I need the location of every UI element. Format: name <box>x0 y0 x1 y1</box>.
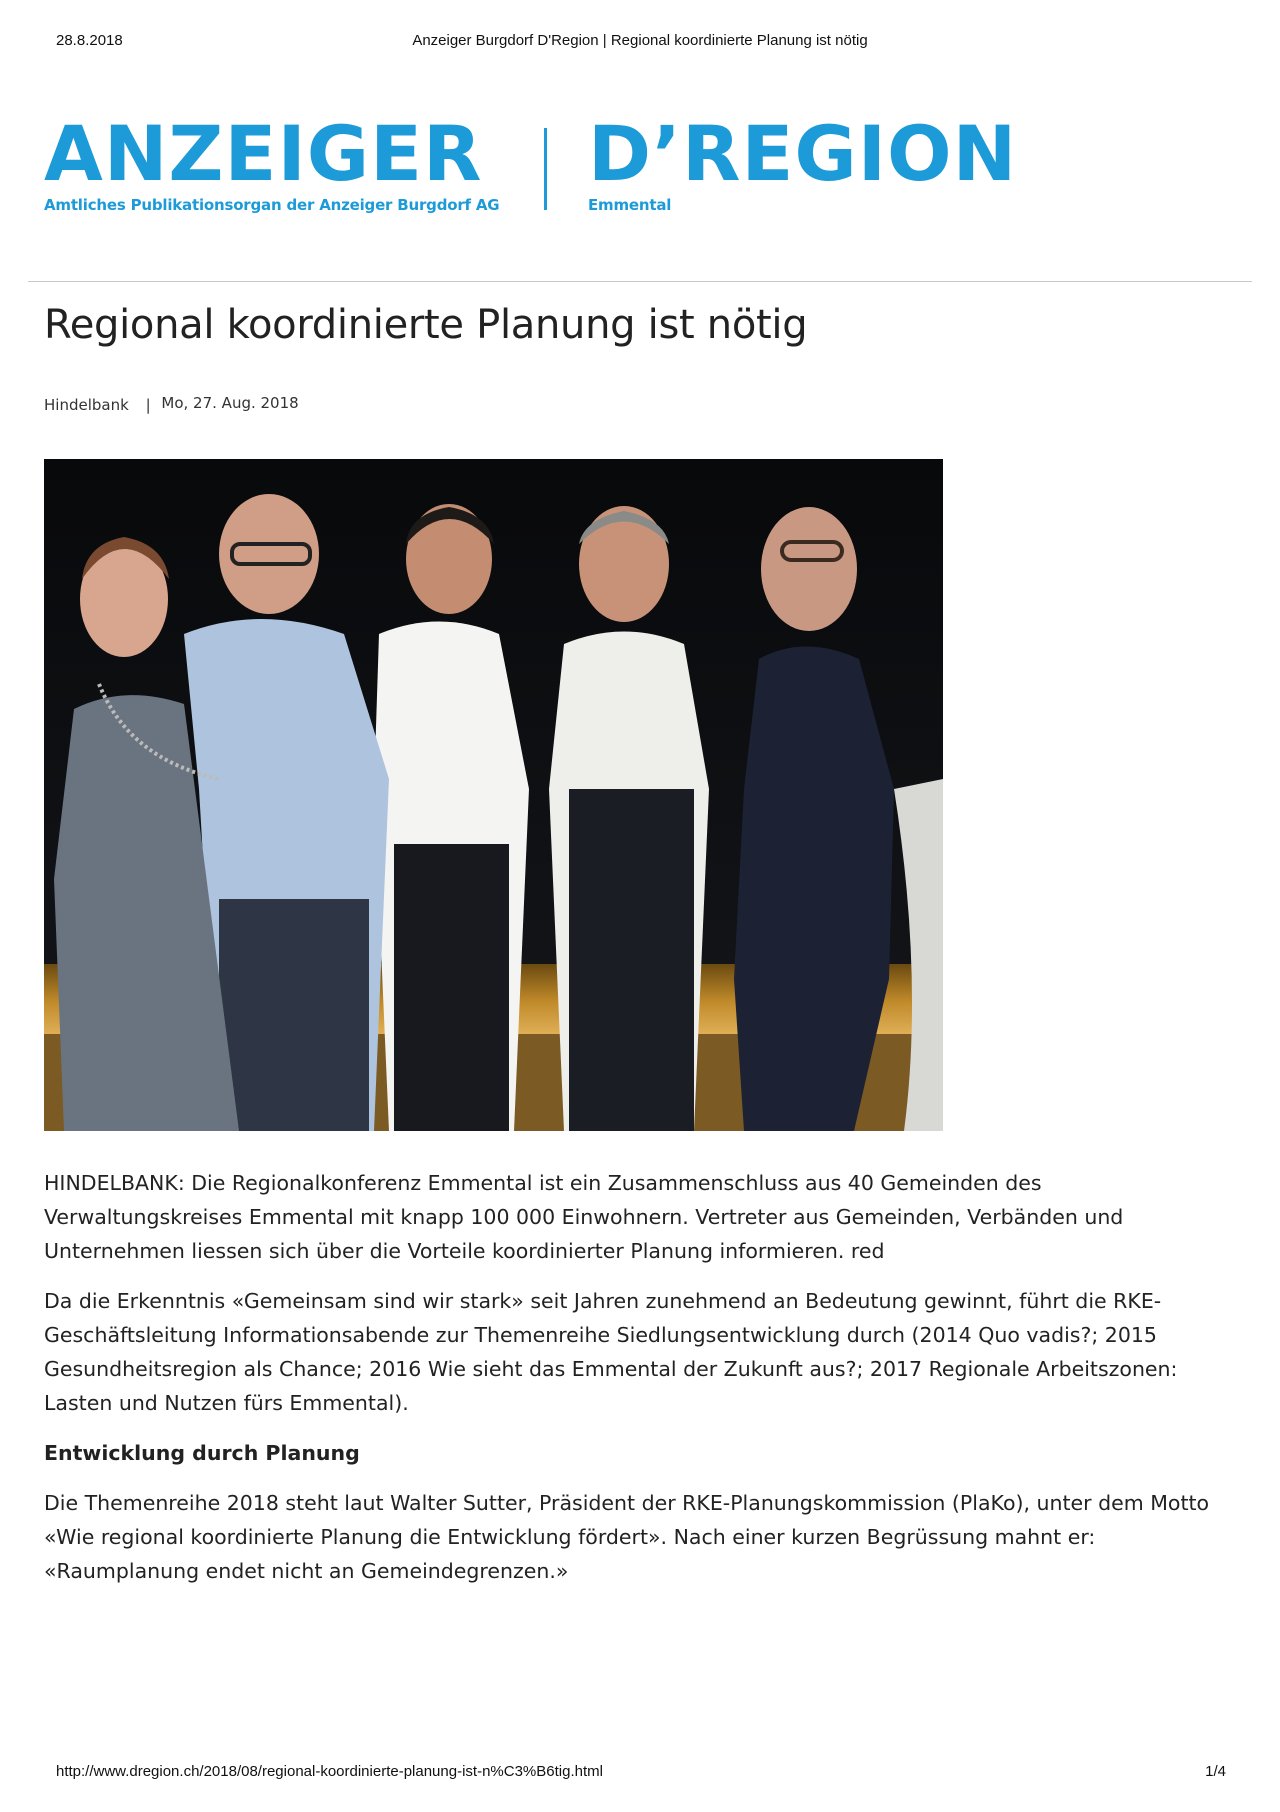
article-paragraph: Die Themenreihe 2018 steht laut Walter Sutter, Präsident der RKE-Planungskommission (PlaKo), unter dem Motto «Wie regional koordinierte Planung die Entwicklung fördert». Nach einer kurzen Begrüssung mahnt er: «Raumplanung endet nicht an Gemeindegrenzen.» <box>44 1491 1210 1583</box>
brand-anzeiger <box>44 109 500 214</box>
brand-dregion-tagline: Emmental <box>588 196 672 214</box>
article-paragraph-lead: HINDELBANK: Die Regionalkonferenz Emmental ist ein Zusammenschluss aus 40 Gemeinden des Verwaltungskreises Emmental mit knapp 100 000 Einwohnern. Vertreter aus Gemeinden, Verbänden und Unternehmen liessen sich über die Vorteile koordinierter Planung informieren. red <box>44 1171 1124 1263</box>
masthead-logo[interactable] <box>40 109 1018 224</box>
brand-dregion-word: D’REGION <box>588 109 1018 198</box>
article-paragraph: Da die Erkenntnis «Gemeinsam sind wir stark» seit Jahren zunehmend an Bedeutung gewinnt, führt die RKE-Geschäftsleitung Informationsabende zur Themenreihe Siedlungsentwicklung durch (2014 Quo vadis?; 2015 Gesundheitsregion als Chance; 2016 Wie sieht das Emmental der Zukunft aus?; 2017 Regionale Arbeitszonen: Lasten und Nutzen fürs Emmental). <box>44 1289 1178 1415</box>
brand-anzeiger-word: ANZEIGER <box>44 109 483 198</box>
article-location[interactable]: Hindelbank <box>44 396 129 414</box>
article-meta <box>44 394 299 414</box>
article-title: Regional koordinierte Planung ist nötig <box>44 302 808 348</box>
print-page-number: 1/4 <box>1205 1763 1226 1780</box>
article-body <box>44 1166 1244 1604</box>
print-header <box>0 32 1280 52</box>
meta-separator: | <box>145 396 151 414</box>
print-url: http://www.dregion.ch/2018/08/regional-koordinierte-planung-ist-n%C3%B6tig.html <box>56 1763 603 1780</box>
print-page-title: Anzeiger Burgdorf D'Region | Regional koordinierte Planung ist nötig <box>412 32 868 49</box>
group-photo-illustration <box>44 459 943 1131</box>
brand-anzeiger-tagline: Amtliches Publikationsorgan der Anzeiger Burgdorf AG <box>44 196 500 214</box>
article-date: Mo, 27. Aug. 2018 <box>161 394 299 412</box>
brand-divider <box>544 128 547 210</box>
header-divider <box>28 281 1252 282</box>
brand-dregion <box>588 109 1018 214</box>
print-date: 28.8.2018 <box>56 32 123 49</box>
article-subheading: Entwicklung durch Planung <box>44 1441 360 1465</box>
article-photo <box>44 459 943 1131</box>
